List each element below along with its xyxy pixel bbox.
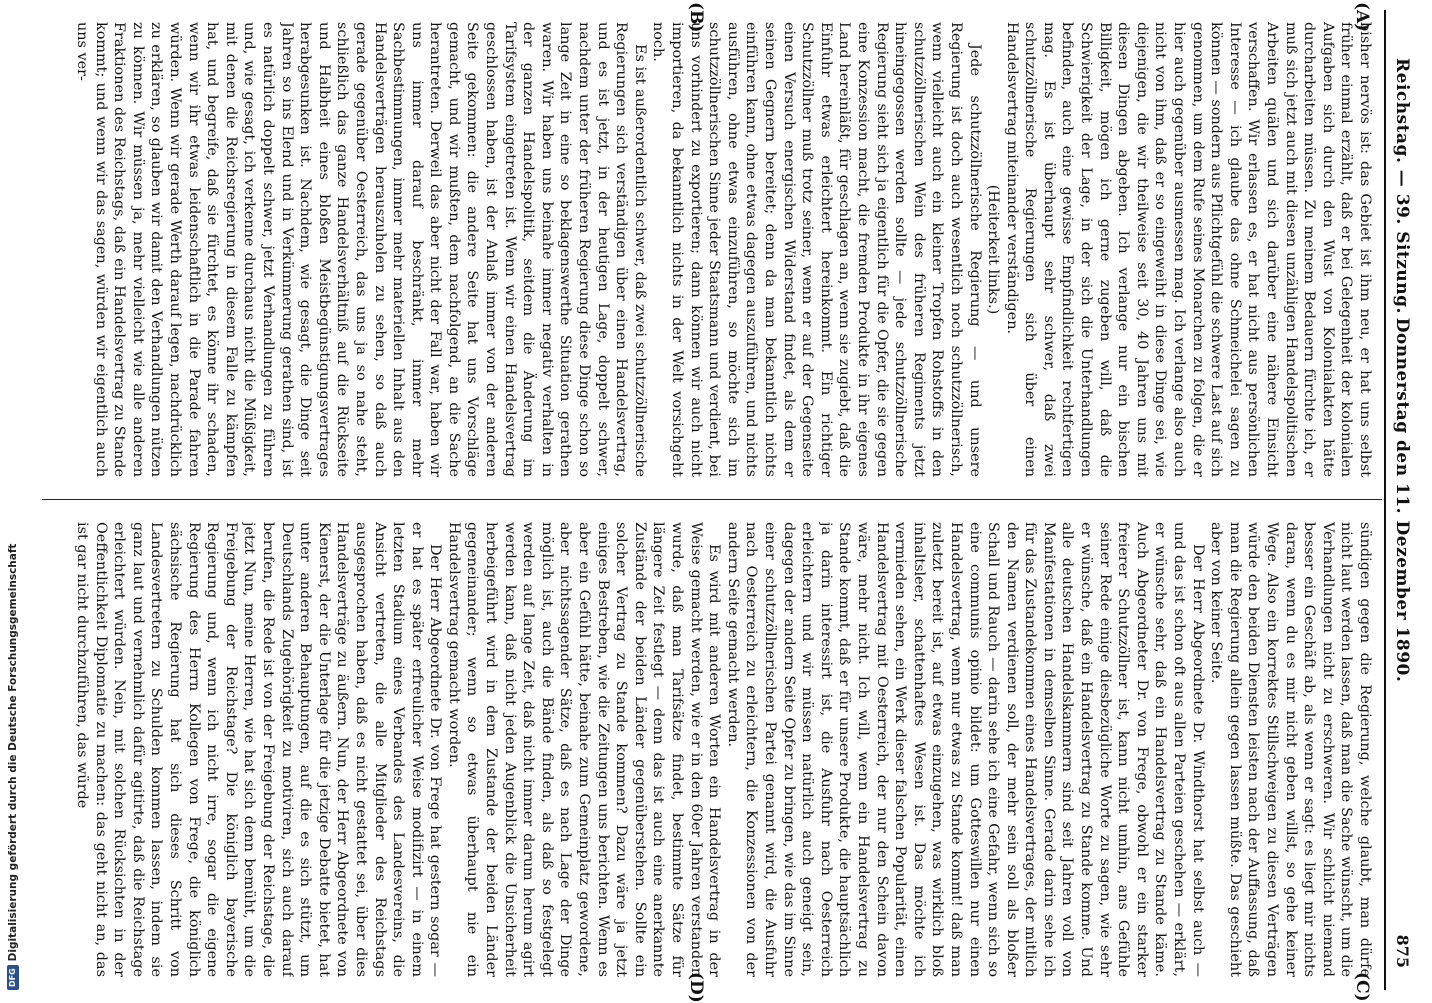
margin-letter-d: (D) [686,972,706,1003]
credit-text: Digitalisierung gefördert durch die Deutsche Forschungsgemeinschaft [7,543,19,962]
digitization-credit [2,543,26,990]
header-date: Donnerstag den 11. Dezember 1890. [1392,317,1412,683]
rotated-page [28,0,1432,1003]
margin-letter-a: (A) [1352,2,1372,32]
left-text-column [44,22,1374,477]
margin-letter-b: (B) [686,2,706,33]
paragraph: Es wird mit anderen Worten ein Handelsvertrag in der Weise gemacht werden, wie er in den 60er Jahren verstanden wurde, daß man Tarifsätze findet, bestimmte Sätze für längere Zeit festlegt — denn das ist auch eine anerkannte Zustände der beiden Länder gegenüberstehen. Sollte ein solcher Vertrag zu Stande kommen? Dazu wäre ja jetzt einiges Bestreben, wie die Zeitungen uns berichten. Wenn es aber ein Gefühl hätte, beinahe zum Gemeinplatz gewordene, aber nichtssagender Sätze, daß es nach Lage der Dinge möglich ist, auch die Bände finden, als daß so festgelegt werden auf lange Zeit, daß nicht immer darum herum agirt werden kann, daß nicht jeden Augenblick die Unsicherheit herbeigeführt wird in dem Zustande der beiden Länder gegeneinander; wenn so etwas überhaupt nie ein Handelsvertrag gemacht worden. [445,522,723,977]
paragraph: bisher nervös ist: das Gebiet ist ihm neu, er hat uns selbst früher einmal erzählt, daß er bei Gelegenheit der kolonialen Aufgaben sich durch den Wust von Kolonialakten hätte durcharbeiten müssen. Zu meinem Bedauern fürchte ich, er muß sich jetzt auch mit diesen unzähligen Handelspolitischen Arbeiten quälen und sich darüber eine nähere Einsicht verschaffen. Wir erlassen es, er hat nicht aus persönlichen Interesse — ich glaube das ohne Schmeichelei sagen zu können — sondern aus Pflichtgefühl die schwere Last auf sich genommen, um dem Rufe seines Monarchen zu folgen, die er hier auch gegenüber ausmessen mag. Ich verlange also auch nicht von ihm, daß er so eingeweiht in diese Dinge sei, wie diejenigen, die wir theilweise seit 30, 40 Jahren uns mit diesen Dingen abgeben. Ich verlange nur ein bischen Billigkeit, mögen ich gerne zugeben will, daß die Schwierigkeit der Lage, in der sich die Unterhandlungen befinden, auch eine gewisse Empfindlichkeit rechtfertigen mag. Es ist überhaupt sehr schwer, daß zwei schutzzöllnerische Regierungen sich über einen Handelsvertrag miteinander verständigen. [1003,22,1373,477]
paragraph: Der Herr Abgeordnete Dr. von Frege hat gestern sogar — er hat es später erfreulicher Weise modifizirt — in einem letzten Stadium eines Verbandes des Landesvereins, die Ansicht vertreten, die alle Mitglieder des Reichstags ausgesprochen haben, daß es nicht gestattet sei, über dies Handelsverträge zu äußern. Nun, der Herr Abgeordnete von Kienerst, der die Unterlage für die jetzige Debatte bietet, hat unter anderen Behauptungen, auf die es sich stützt, um Deutschlands Zugehörigkeit zu motiviren, sich auch darauf berufen, die Rede ist von der Freigebung der Reichstage, die jetzt Nun, meine Herren, wie hat sich denn bemüht, um die Freigebung der Reichstage? Die königlich bayerische Regierung und, wenn ich nicht irre, sogar die eigene Regierung des Herrn Kollegen von Frege, die königlich sächsische Regierung hat sich dieses Schritt von Landesvertretern zu Schulden kommen lassen, indem sie ganz laut und vernehmlich dafür agitirte, daß die Reichstage erleichtert würden. Nein, mit solchen Rücksichten in der Oeffentlichkeit Diplomatie zu machen: das geht nicht an, das ist gar nicht durchzuführen, das würde [74,522,444,977]
interjection: (Heiterkeit links.) [985,184,1002,315]
margin-letter-c: (C) [1352,972,1372,1002]
page-number: 875 [1393,934,1412,968]
header-session-title: Reichstag. — 39. Sitzung. [1392,58,1412,314]
header-rule [1384,10,1386,990]
page-header [1380,18,1420,982]
paragraph: Jede schutzzöllnerische Regierung — und unsere Regierung ist doch auch wesentlich noch schutzzöllnerisch, wenn vielleicht auch ein kleiner Tropfen Rohstoffs in den schutzzöllnerischen Wein des früheren Regiments jetzt hineingegossen werden sollte — jede schutzzöllnerische Regierung sieht sich ja eigentlich für die Opfer, die sie gegen eine Konzession macht, die fremden Produkte in ihr eigenes Land hereinläßt, für geschlagen an, wenn sie zugiebt, daß die Einfuhr etwas erleichtert hereinkommt. Ein richtiger Schutzzöllner muß trotz seiner, wenn er auf der Gegenseite einen Versuch energischen Widerstand findet, als dem er seinen Gegnern bereitet; denn da man bekanntlich nichts einführen kann, ohne etwas dagegen auszuführen, und nichts ausführen, ohne etwas einzuführen, so möchte sich im schutzzöllnerischen Sinne jeder Staatsmann und verdient, bei uns vorhindert zu exportieren; dann können wir auch nicht importieren, da bekanntlich nichts in der Welt vorsichgeht noch. [650,22,983,477]
right-text-column [44,522,1374,977]
paragraph: Es ist außerordentlich schwer, daß zwei schutzzöllnerische Regierungen sich verständigen über einen Handelsvertrag, und es ist jetzt, in der heutigen Lage, doppelt schwer, nachdem unter der früheren Regierung diese Dinge schon so lange Zeit in eine so beklagenswerthe Situation gerathen waren. Wir haben uns beinahe immer negativ verhalten in der ganzen Handelspolitik, seitdem die Änderung im Tarifsystem eingetreten ist. Wenn wir einen Handelsvertrag geschlossen haben, ist der Anlaß immer von der anderen Seite gekommen: die andere Seite hat uns Vorschläge gemacht, und wir mußten, dem nachfolgend, an die Sache herantreten. Derweil das aber nicht der Fall war, haben wir uns immer darauf beschränkt, immer mehr Sachbestimmungen, immer mehr materiellen Inhalt aus den Handelsverträgen herauszuholen zu sehen, so daß auch gerade gegenüber Oesterreich, das uns ja so nahe steht, schließlich das ganze Handelsverhältniß auf die Rückseite und Halbheit eines bloßen Meistbegünstigungsvertrages herabgesunken ist. Nachdem, wie gesagt, die Dinge seit Jahren so ins Elend und in Verkümmerung gerathen sind, ist es natürlich doppelt schwer, jetzt Verhandlungen zu führen und, wie gesagt, ich verkenne durchaus nicht die Müßigkeit, mit denen die Reichsregierung in diesem Falle zu kämpfen hat, und begreife, daß sie fürchtet, es könne ihr schaden, wenn wir ihr etwas leidenschaftlich in die Parade fahren würden. Wenn wir gerade Werth darauf legen, nachdrücklich zu erklären, so glauben wir damit den Verhandlungen nützen zu können. Wir müssen ja, mehr vielleicht wie alle anderen Fraktionen des Reichstags, daß ein Handelsvertrag zu Stande kommt; und wenn wir das sagen, würden wir eigentlich auch uns ver- [74,22,648,477]
column-divider [42,499,1382,500]
paragraph: sündigen gegen die Regierung, welche glaubt, man dürfe nicht laut werden lassen, daß man die Sache wünscht, um die Verhandlungen nicht zu erschweren. Wir schlicht niemand besser ein Geschäft ab, als wenn er sagt: es liegt mir nichts daran, wenn du es mir nicht geben willst, so gehe keiner Wege. Also ein korrektes Stillschweigen zu diesen Verträgen würde den beiden Diensten leisten nach der Auffassung, daß man die Regierung allein gegen lassen müßte. Das geschieht aber von keiner Seite. [1208,522,1373,977]
dfg-logo: DFG [7,965,19,990]
paragraph: Der Herr Abgeordnete Dr. Windthorst hat selbst auch — und das ist schon oft aus allen Parteien geschehen — erklärt, er wünsche sehr, daß ein Handelsvertrag zu Stande käme. Auch Abgeordneter Dr. von Frege, obwohl er ein starker freierer Schutzzöllner ist, kann nicht umhin, ans Gefühle seiner Rede einige diesbezügliche Worte zu sagen, wie sehr er wünsche, daß ein Handelsvertrag zu Stande komme. Und alle deutschen Handelskammern sind seit Jahren voll von Manifestationen in demselben Sinne. Gerade darin sehe ich für das Zustandekommen eines Handelsvertrages, der mitlich den Namen verdienen soll, der mehr sein soll als bloßer Schall und Rauch — darin sehe ich eine Gefahr, wenn sich so eine communis opinio bildet: um Gotteswillen nur einen Handelsvertrag, wenn nur etwas zu Stande kommt! daß man zuletzt bereit ist, auf etwas einzugehen, was wirklich bloß inhaltsleer, schattenhaftes Wesen ist. Das möchte ich vermieden sehen, ein Werk dieser falschen Popularität, einen Handelsvertrag mit Oesterreich, der nur den Schein davon wäre, mehr nicht. Ich will, wenn ein Handelsvertrag zu Stande kommt, daß er für unsere Produkte, die hauptsächlich ja darin interessirt ist, die Ausfuhr nach Oesterreich erleichtern und wir müssen natürlich auch geneigt sein, dagegen der andern Seite Opfer zu bringen, wie das im Sinne einer schutzzöllnerischen Partei genannt wird, die Ausfuhr nach Oesterreich zu erleichtern, die Konzessionen von der andern Seite gemacht werden. [724,522,1206,977]
